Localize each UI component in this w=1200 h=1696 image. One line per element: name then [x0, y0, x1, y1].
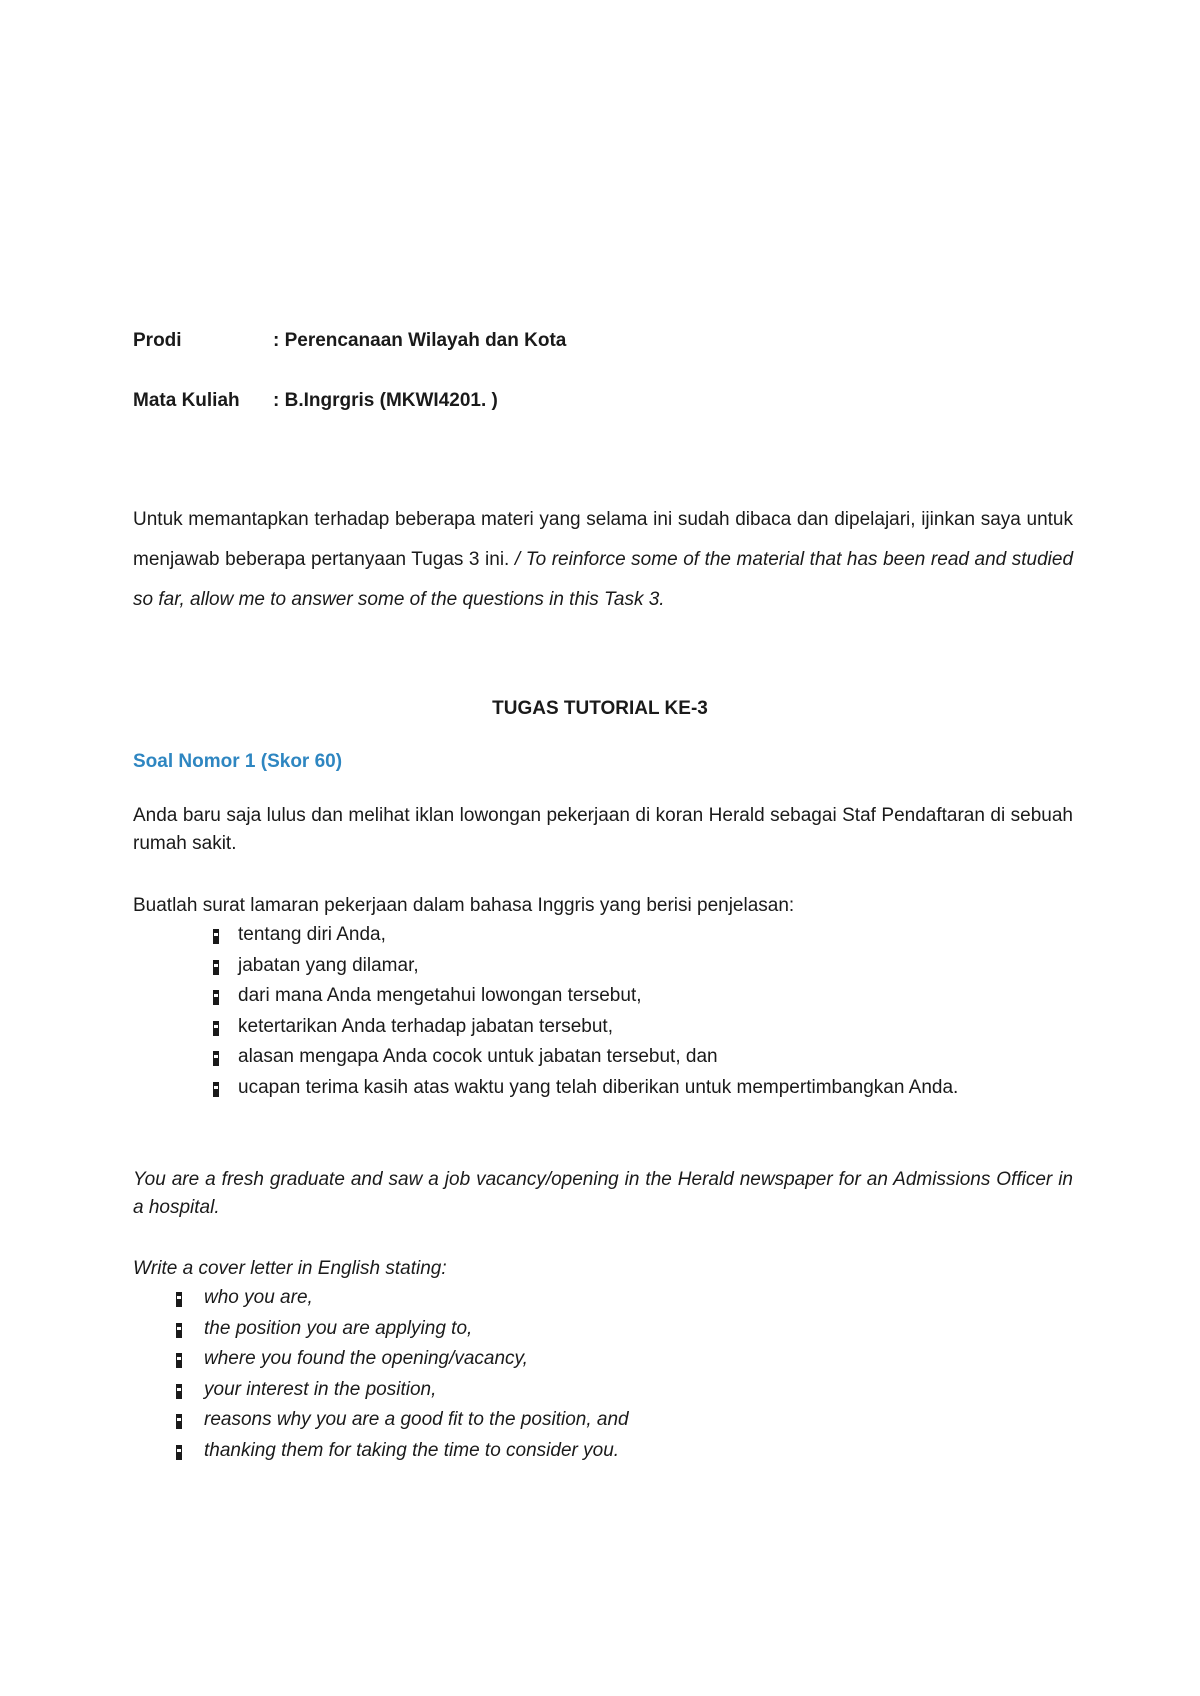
bullet-icon	[213, 1082, 219, 1097]
prodi-label: Prodi	[133, 330, 182, 351]
bullet-icon	[213, 1051, 219, 1066]
intro-paragraph	[133, 500, 1073, 620]
intro-indonesian: Untuk memantapkan terhadap beberapa materi yang selama ini sudah dibaca dan dipelajari, ijinkan saya untuk menjawab beberapa pertanyaan Tugas 3 ini.	[133, 509, 1073, 570]
bullet-icon	[176, 1353, 182, 1368]
bullet-icon	[176, 1323, 182, 1338]
page-title: TUGAS TUTORIAL KE-3	[492, 698, 708, 719]
question-heading: Soal Nomor 1 (Skor 60)	[133, 751, 343, 772]
bullet-icon	[176, 1445, 182, 1460]
bullet-icon	[176, 1384, 182, 1399]
matkul-value: : B.Ingrgris (MKWI4201. )	[273, 390, 498, 411]
bullet-icon	[213, 1021, 219, 1036]
instruction-english: Write a cover letter in English stating:	[133, 1258, 447, 1279]
scenario-english: You are a fresh graduate and saw a job vacancy/opening in the Herald newspaper for an Admissions Officer in a hospital.	[133, 1169, 1073, 1218]
bullet-icon	[176, 1414, 182, 1429]
bullet-icon	[176, 1292, 182, 1307]
intro-english: / To reinforce some of the material that has been read and studied so far, allow me to answer some of the questions in this Task 3.	[133, 549, 1074, 610]
bullet-icon	[213, 960, 219, 975]
bullet-icon	[213, 990, 219, 1005]
prodi-value: : Perencanaan Wilayah dan Kota	[273, 330, 567, 351]
bullet-icon	[213, 929, 219, 944]
scenario-indonesian: Anda baru saja lulus dan melihat iklan lowongan pekerjaan di koran Herald sebagai Staf Pendaftaran di sebuah rumah sakit.	[133, 805, 1073, 854]
document-page: Prodi : Perencanaan Wilayah dan Kota Mata Kuliah : B.Ingrgris (MKWI4201. ) Untuk memantapkan terhadap beberapa materi yang selama ini sudah dibaca dan dipelajari, ijinkan saya untuk menjawab beberapa pertanyaan Tugas 3 ini. / To reinforce some of the material that has been read and studied so far, allow me to answer some of the questions in this Task 3. TUGAS TUTORIAL KE-3 Soal Nomor 1 (Skor 60) Anda baru saja lulus dan melihat iklan lowongan pekerjaan di koran Herald sebagai Staf Pendaftaran di sebuah rumah sakit. Buatlah surat lamaran pekerjaan dalam bahasa Inggris yang berisi penjelasan: tentang diri Anda, jabatan yang dilamar, dari mana Anda mengetahui lowongan tersebut, ketertarikan Anda terhadap jabatan tersebut, alasan mengapa Anda cocok untuk jabatan tersebut, dan ucapan terima kasih atas waktu yang telah diberikan untuk mempertimbangkan Anda. You are a fresh graduate and saw a job vacancy/opening in the Herald newspaper for an Admissions Officer in a hospital. Write a cover letter in English stating: who you are, the position you are applying to, where you found the opening/vacancy, your interest in the position, reasons why you are a good fit to the position, and thanking them for taking the time to consider you.	[0, 0, 1200, 1696]
matkul-label: Mata Kuliah	[133, 390, 240, 411]
instruction-indonesian: Buatlah surat lamaran pekerjaan dalam bahasa Inggris yang berisi penjelasan:	[133, 895, 795, 916]
